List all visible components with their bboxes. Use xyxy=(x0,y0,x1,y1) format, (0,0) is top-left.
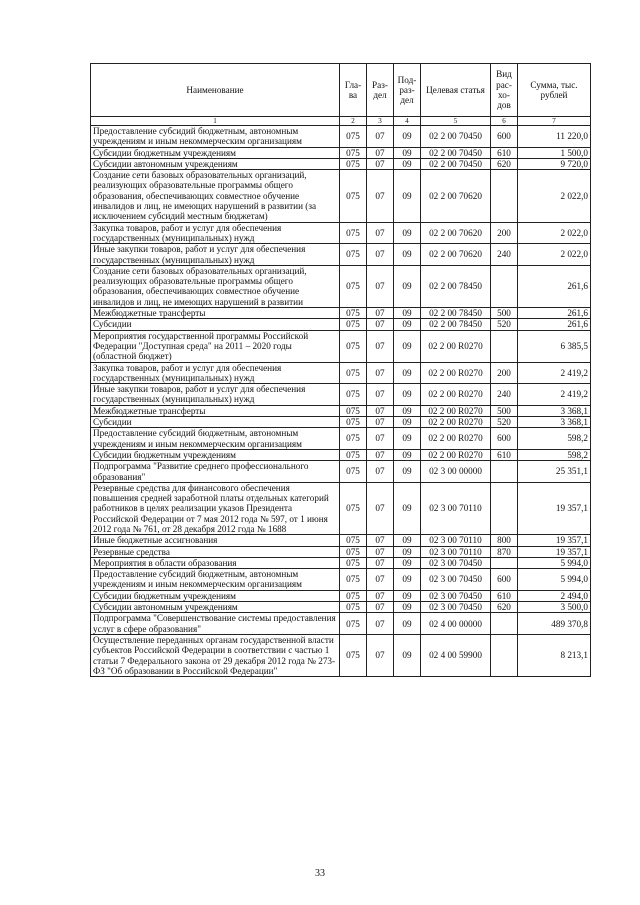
row-chapter: 075 xyxy=(340,170,367,222)
row-target-article: 02 2 00 70620 xyxy=(421,170,491,222)
row-subsection: 09 xyxy=(394,535,421,546)
row-name: Подпрограмма "Развитие среднего профессионального образования" xyxy=(91,461,340,483)
row-expense-type: 800 xyxy=(491,535,518,546)
column-number: 7 xyxy=(518,117,591,126)
row-expense-type: 240 xyxy=(491,384,518,406)
row-name: Подпрограмма "Совершенствование системы предоставления услуг в сфере образования" xyxy=(91,613,340,635)
row-name: Межбюджетные трансферты xyxy=(91,405,340,416)
row-name: Предоставление субсидий бюджетным, автономным учреждениям и иным некоммерческим организациям xyxy=(91,428,340,450)
table-row xyxy=(91,362,591,384)
row-name: Закупка товаров, работ и услуг для обеспечения государственных (муниципальных) нужд xyxy=(91,222,340,244)
table-row xyxy=(91,546,591,557)
row-chapter: 075 xyxy=(340,428,367,450)
row-amount: 5 994,0 xyxy=(518,557,591,568)
row-chapter: 075 xyxy=(340,158,367,169)
row-subsection: 09 xyxy=(394,265,421,307)
row-subsection: 09 xyxy=(394,158,421,169)
row-name: Межбюджетные трансферты xyxy=(91,308,340,319)
table-row xyxy=(91,428,591,450)
row-section: 07 xyxy=(367,602,394,613)
row-expense-type xyxy=(491,461,518,483)
row-amount: 11 220,0 xyxy=(518,126,591,148)
row-expense-type: 500 xyxy=(491,405,518,416)
row-amount: 2 022,0 xyxy=(518,244,591,266)
row-target-article: 02 2 00 70620 xyxy=(421,244,491,266)
row-section: 07 xyxy=(367,384,394,406)
row-target-article: 02 2 00 70450 xyxy=(421,158,491,169)
row-target-article: 02 3 00 70450 xyxy=(421,569,491,591)
header-row xyxy=(91,64,591,117)
row-chapter: 075 xyxy=(340,557,367,568)
column-number: 5 xyxy=(421,117,491,126)
row-subsection: 09 xyxy=(394,428,421,450)
row-subsection: 09 xyxy=(394,330,421,362)
row-name: Субсидии бюджетным учреждениям xyxy=(91,147,340,158)
row-subsection: 09 xyxy=(394,126,421,148)
row-amount: 1 500,0 xyxy=(518,147,591,158)
row-subsection: 09 xyxy=(394,613,421,635)
row-chapter: 075 xyxy=(340,319,367,330)
row-target-article: 02 2 00 R0270 xyxy=(421,417,491,428)
row-target-article: 02 3 00 70110 xyxy=(421,482,491,534)
row-name: Предоставление субсидий бюджетным, автономным учреждениям и иным некоммерческим организациям xyxy=(91,569,340,591)
row-subsection: 09 xyxy=(394,602,421,613)
row-name: Создание сети базовых образовательных организаций, реализующих образовательные программы общего образования, обеспечивающих совместное обучение инвалидов и лиц, не имеющих нарушений в развитии (за исключением субсидий местным бюджетам) xyxy=(91,170,340,222)
row-chapter: 075 xyxy=(340,535,367,546)
row-target-article: 02 2 00 70620 xyxy=(421,222,491,244)
row-amount: 598,2 xyxy=(518,449,591,460)
row-name: Субсидии xyxy=(91,319,340,330)
row-expense-type: 870 xyxy=(491,546,518,557)
row-section: 07 xyxy=(367,546,394,557)
row-subsection: 09 xyxy=(394,482,421,534)
column-number: 1 xyxy=(91,117,340,126)
row-name: Субсидии автономным учреждениям xyxy=(91,158,340,169)
row-name: Субсидии xyxy=(91,417,340,428)
row-name: Субсидии автономным учреждениям xyxy=(91,602,340,613)
row-expense-type xyxy=(491,265,518,307)
table-row xyxy=(91,405,591,416)
row-section: 07 xyxy=(367,158,394,169)
column-number: 4 xyxy=(394,117,421,126)
row-chapter: 075 xyxy=(340,147,367,158)
row-name: Субсидии бюджетным учреждениям xyxy=(91,590,340,601)
table-row xyxy=(91,308,591,319)
row-amount: 19 357,1 xyxy=(518,482,591,534)
row-name: Резервные средства для финансового обеспечения повышения средней заработной платы отдельных категорий работников в целях реализации указов Президента Российской Федерации от 7 мая 2012 года № 597, от 1 июня 2012 года № 761, от 28 декабря 2012 года № 1688 xyxy=(91,482,340,534)
row-name: Закупка товаров, работ и услуг для обеспечения государственных (муниципальных) нужд xyxy=(91,362,340,384)
row-name: Осуществление переданных органам государственной власти субъектов Российской Федерации в соответствии с частью 1 статьи 7 Федерального закона от 29 декабря 2012 года № 273-ФЗ "Об образовании в Российской Федерации" xyxy=(91,634,340,676)
row-section: 07 xyxy=(367,405,394,416)
row-chapter: 075 xyxy=(340,634,367,676)
row-expense-type xyxy=(491,330,518,362)
row-amount: 19 357,1 xyxy=(518,535,591,546)
row-section: 07 xyxy=(367,308,394,319)
row-section: 07 xyxy=(367,362,394,384)
table-row xyxy=(91,461,591,483)
row-amount: 261,6 xyxy=(518,308,591,319)
row-name: Резервные средства xyxy=(91,546,340,557)
row-chapter: 075 xyxy=(340,308,367,319)
table-row xyxy=(91,244,591,266)
row-subsection: 09 xyxy=(394,319,421,330)
row-amount: 19 357,1 xyxy=(518,546,591,557)
table-row xyxy=(91,417,591,428)
row-subsection: 09 xyxy=(394,147,421,158)
row-target-article: 02 2 00 R0270 xyxy=(421,330,491,362)
table-row xyxy=(91,330,591,362)
row-chapter: 075 xyxy=(340,602,367,613)
row-amount: 25 351,1 xyxy=(518,461,591,483)
row-name: Мероприятия в области образования xyxy=(91,557,340,568)
row-target-article: 02 2 00 70450 xyxy=(421,147,491,158)
row-target-article: 02 4 00 59900 xyxy=(421,634,491,676)
row-chapter: 075 xyxy=(340,482,367,534)
table-row xyxy=(91,126,591,148)
table-row xyxy=(91,482,591,534)
header-name: Наименование xyxy=(91,64,340,117)
row-expense-type: 610 xyxy=(491,590,518,601)
row-target-article: 02 2 00 78450 xyxy=(421,319,491,330)
row-subsection: 09 xyxy=(394,362,421,384)
page-number: 33 xyxy=(315,868,325,879)
row-target-article: 02 2 00 78450 xyxy=(421,265,491,307)
row-target-article: 02 3 00 00000 xyxy=(421,461,491,483)
row-expense-type xyxy=(491,170,518,222)
row-amount: 489 370,8 xyxy=(518,613,591,635)
table-body xyxy=(91,126,591,677)
header-subsection: Под-раз-дел xyxy=(394,64,421,117)
table-row xyxy=(91,557,591,568)
header-expense-type: Вид рас-хо-дов xyxy=(491,64,518,117)
row-target-article: 02 3 00 70110 xyxy=(421,535,491,546)
row-expense-type: 200 xyxy=(491,222,518,244)
row-subsection: 09 xyxy=(394,170,421,222)
row-chapter: 075 xyxy=(340,546,367,557)
row-section: 07 xyxy=(367,461,394,483)
table-row xyxy=(91,319,591,330)
row-section: 07 xyxy=(367,613,394,635)
row-section: 07 xyxy=(367,244,394,266)
header-section: Раз-дел xyxy=(367,64,394,117)
row-subsection: 09 xyxy=(394,569,421,591)
row-amount: 9 720,0 xyxy=(518,158,591,169)
row-target-article: 02 3 00 70450 xyxy=(421,602,491,613)
row-name: Предоставление субсидий бюджетным, автономным учреждениям и иным некоммерческим организациям xyxy=(91,126,340,148)
table-row xyxy=(91,613,591,635)
header-chapter: Гла-ва xyxy=(340,64,367,117)
row-name: Иные закупки товаров, работ и услуг для обеспечения государственных (муниципальных) нужд xyxy=(91,244,340,266)
table-row xyxy=(91,170,591,222)
row-section: 07 xyxy=(367,126,394,148)
row-amount: 598,2 xyxy=(518,428,591,450)
column-number-row xyxy=(91,117,591,126)
column-number: 3 xyxy=(367,117,394,126)
row-amount: 2 022,0 xyxy=(518,222,591,244)
row-target-article: 02 3 00 70110 xyxy=(421,546,491,557)
row-amount: 2 022,0 xyxy=(518,170,591,222)
table-row xyxy=(91,384,591,406)
row-chapter: 075 xyxy=(340,405,367,416)
table-row xyxy=(91,569,591,591)
row-subsection: 09 xyxy=(394,244,421,266)
row-section: 07 xyxy=(367,428,394,450)
row-expense-type: 520 xyxy=(491,417,518,428)
column-number: 2 xyxy=(340,117,367,126)
row-subsection: 09 xyxy=(394,384,421,406)
row-expense-type xyxy=(491,613,518,635)
row-chapter: 075 xyxy=(340,362,367,384)
row-expense-type: 520 xyxy=(491,319,518,330)
row-chapter: 075 xyxy=(340,613,367,635)
row-subsection: 09 xyxy=(394,308,421,319)
row-name: Субсидии бюджетным учреждениям xyxy=(91,449,340,460)
row-subsection: 09 xyxy=(394,590,421,601)
table-row xyxy=(91,590,591,601)
row-name: Создание сети базовых образовательных организаций, реализующих образовательные программы общего образования, обеспечивающих совместное обучение инвалидов и лиц, не имеющих нарушений в развитии xyxy=(91,265,340,307)
row-subsection: 09 xyxy=(394,546,421,557)
row-section: 07 xyxy=(367,449,394,460)
row-chapter: 075 xyxy=(340,330,367,362)
row-name: Иные бюджетные ассигнования xyxy=(91,535,340,546)
row-chapter: 075 xyxy=(340,244,367,266)
row-expense-type: 620 xyxy=(491,158,518,169)
row-expense-type: 610 xyxy=(491,147,518,158)
row-section: 07 xyxy=(367,222,394,244)
table-row xyxy=(91,535,591,546)
budget-table xyxy=(90,63,591,677)
row-target-article: 02 4 00 00000 xyxy=(421,613,491,635)
row-chapter: 075 xyxy=(340,384,367,406)
row-amount: 2 494,0 xyxy=(518,590,591,601)
row-target-article: 02 2 00 R0270 xyxy=(421,384,491,406)
header-amount: Сумма, тыс. рублей xyxy=(518,64,591,117)
row-amount: 3 500,0 xyxy=(518,602,591,613)
row-amount: 261,6 xyxy=(518,319,591,330)
row-target-article: 02 3 00 70450 xyxy=(421,590,491,601)
row-section: 07 xyxy=(367,319,394,330)
row-name: Мероприятия государственной программы Российской Федерации "Доступная среда" на 2011 – 2020 годы (областной бюджет) xyxy=(91,330,340,362)
row-chapter: 075 xyxy=(340,590,367,601)
row-target-article: 02 2 00 R0270 xyxy=(421,405,491,416)
row-subsection: 09 xyxy=(394,557,421,568)
row-chapter: 075 xyxy=(340,569,367,591)
row-chapter: 075 xyxy=(340,126,367,148)
table-row xyxy=(91,147,591,158)
row-chapter: 075 xyxy=(340,417,367,428)
row-section: 07 xyxy=(367,482,394,534)
row-target-article: 02 2 00 78450 xyxy=(421,308,491,319)
row-section: 07 xyxy=(367,265,394,307)
row-amount: 6 385,5 xyxy=(518,330,591,362)
row-amount: 8 213,1 xyxy=(518,634,591,676)
row-expense-type: 620 xyxy=(491,602,518,613)
row-section: 07 xyxy=(367,417,394,428)
table-row xyxy=(91,602,591,613)
row-amount: 3 368,1 xyxy=(518,405,591,416)
table-row xyxy=(91,265,591,307)
row-expense-type: 500 xyxy=(491,308,518,319)
row-expense-type: 600 xyxy=(491,126,518,148)
row-expense-type: 200 xyxy=(491,362,518,384)
row-subsection: 09 xyxy=(394,449,421,460)
row-section: 07 xyxy=(367,569,394,591)
row-section: 07 xyxy=(367,634,394,676)
row-chapter: 075 xyxy=(340,449,367,460)
row-name: Иные закупки товаров, работ и услуг для обеспечения государственных (муниципальных) нужд xyxy=(91,384,340,406)
row-chapter: 075 xyxy=(340,461,367,483)
row-target-article: 02 2 00 70450 xyxy=(421,126,491,148)
row-expense-type: 600 xyxy=(491,428,518,450)
table-row xyxy=(91,634,591,676)
row-subsection: 09 xyxy=(394,417,421,428)
row-expense-type: 240 xyxy=(491,244,518,266)
row-amount: 3 368,1 xyxy=(518,417,591,428)
table-row xyxy=(91,449,591,460)
table-row xyxy=(91,222,591,244)
row-subsection: 09 xyxy=(394,461,421,483)
row-target-article: 02 2 00 R0270 xyxy=(421,428,491,450)
row-subsection: 09 xyxy=(394,634,421,676)
row-chapter: 075 xyxy=(340,265,367,307)
row-section: 07 xyxy=(367,557,394,568)
row-amount: 261,6 xyxy=(518,265,591,307)
row-section: 07 xyxy=(367,170,394,222)
column-number: 6 xyxy=(491,117,518,126)
row-target-article: 02 2 00 R0270 xyxy=(421,449,491,460)
row-expense-type xyxy=(491,557,518,568)
table-row xyxy=(91,158,591,169)
row-subsection: 09 xyxy=(394,405,421,416)
row-expense-type xyxy=(491,482,518,534)
row-section: 07 xyxy=(367,330,394,362)
row-target-article: 02 2 00 R0270 xyxy=(421,362,491,384)
row-expense-type xyxy=(491,634,518,676)
row-subsection: 09 xyxy=(394,222,421,244)
row-section: 07 xyxy=(367,535,394,546)
row-amount: 2 419,2 xyxy=(518,384,591,406)
row-section: 07 xyxy=(367,590,394,601)
row-expense-type: 600 xyxy=(491,569,518,591)
row-expense-type: 610 xyxy=(491,449,518,460)
row-section: 07 xyxy=(367,147,394,158)
header-target: Целевая статья xyxy=(421,64,491,117)
row-amount: 5 994,0 xyxy=(518,569,591,591)
row-target-article: 02 3 00 70450 xyxy=(421,557,491,568)
row-chapter: 075 xyxy=(340,222,367,244)
row-amount: 2 419,2 xyxy=(518,362,591,384)
